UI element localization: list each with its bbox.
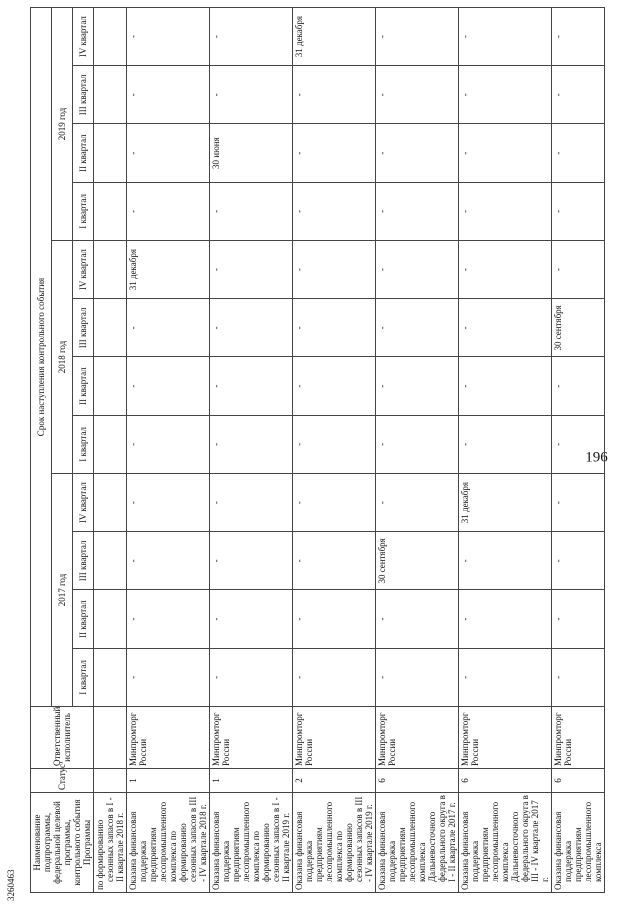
quarter-header: IV квартал xyxy=(73,8,94,66)
quarter-cell: - xyxy=(293,357,376,415)
event-name: по формированию сезонных запасов в I - II квартале 2018 г. xyxy=(94,793,127,893)
table-row xyxy=(459,8,552,893)
quarter-cell: - xyxy=(459,590,552,648)
year-header: 2018 год xyxy=(52,241,73,474)
quarter-cell: - xyxy=(210,182,293,240)
table-row xyxy=(94,8,127,893)
event-executor: Минпромторг России xyxy=(210,707,293,769)
quarter-cell: 30 сентября xyxy=(376,532,459,590)
quarter-cell: - xyxy=(459,241,552,299)
quarter-cell: - xyxy=(127,532,210,590)
quarter-cell xyxy=(94,66,127,124)
event-executor: Минпромторг России xyxy=(459,707,552,769)
quarter-cell: - xyxy=(459,124,552,182)
quarter-cell: - xyxy=(210,532,293,590)
event-name: Оказана финансовая поддержка предприятиям лесопромышленного комплекса по формированию сезонных запасов в I - II квартале 2019 г. xyxy=(210,793,293,893)
quarter-cell: - xyxy=(210,241,293,299)
quarter-cell: - xyxy=(293,241,376,299)
event-status: 6 xyxy=(376,769,459,793)
quarter-cell xyxy=(94,648,127,706)
quarter-cell: - xyxy=(210,474,293,532)
event-executor: Минпромторг России xyxy=(293,707,376,769)
quarter-cell: - xyxy=(552,182,605,240)
quarter-header: IV квартал xyxy=(73,474,94,532)
quarter-cell xyxy=(94,182,127,240)
quarter-cell: - xyxy=(552,66,605,124)
event-executor: Минпромторг России xyxy=(376,707,459,769)
event-status: 1 xyxy=(127,769,210,793)
table-row xyxy=(293,8,376,893)
quarter-cell: - xyxy=(552,648,605,706)
quarter-cell: - xyxy=(293,648,376,706)
quarter-cell xyxy=(94,124,127,182)
quarter-cell: - xyxy=(210,590,293,648)
quarter-cell: - xyxy=(552,532,605,590)
quarter-cell: - xyxy=(552,8,605,66)
table-row xyxy=(127,8,210,893)
quarter-cell: - xyxy=(376,299,459,357)
event-executor: Минпромторг России xyxy=(552,707,605,769)
header-name: Наименование подпрограммы, федеральной целевой программы, контрольного события Программы xyxy=(31,793,94,893)
quarter-cell: - xyxy=(210,357,293,415)
quarter-cell: - xyxy=(127,357,210,415)
event-status: 2 xyxy=(293,769,376,793)
quarter-cell: - xyxy=(293,590,376,648)
quarter-cell: - xyxy=(210,415,293,473)
event-status: 1 xyxy=(210,769,293,793)
quarter-cell xyxy=(94,241,127,299)
quarter-cell: - xyxy=(459,415,552,473)
doc-id: 3260463 xyxy=(6,869,16,901)
quarter-cell: - xyxy=(127,66,210,124)
quarter-cell: - xyxy=(293,124,376,182)
quarter-header: III квартал xyxy=(73,299,94,357)
quarter-cell: - xyxy=(127,415,210,473)
quarter-cell: - xyxy=(459,8,552,66)
quarter-cell xyxy=(94,299,127,357)
quarter-cell xyxy=(94,415,127,473)
quarter-cell: - xyxy=(552,124,605,182)
event-name: Оказана финансовая поддержка предприятиям лесопромышленного комплекса xyxy=(552,793,605,893)
quarter-cell: - xyxy=(127,299,210,357)
quarter-cell: - xyxy=(459,532,552,590)
event-name: Оказана финансовая поддержка предприятиям лесопромышленного комплекса Дальневосточного федерального округа в I - II квартале 2017 г. xyxy=(376,793,459,893)
control-events-table xyxy=(30,7,605,893)
table-body xyxy=(94,8,605,893)
quarter-cell: - xyxy=(293,66,376,124)
quarter-cell: - xyxy=(459,66,552,124)
quarter-cell: - xyxy=(459,299,552,357)
event-executor: Минпромторг России xyxy=(127,707,210,769)
quarter-cell: - xyxy=(552,590,605,648)
quarter-cell: - xyxy=(127,590,210,648)
quarter-cell: - xyxy=(127,182,210,240)
quarter-cell: - xyxy=(376,415,459,473)
quarter-cell: - xyxy=(293,182,376,240)
quarter-header: II квартал xyxy=(73,357,94,415)
quarter-cell: - xyxy=(210,299,293,357)
quarter-cell: - xyxy=(376,357,459,415)
event-name: Оказана финансовая поддержка предприятиям лесопромышленного комплекса по формированию сезонных запасов в III - IV квартале 2018 г. xyxy=(127,793,210,893)
year-header: 2017 год xyxy=(52,474,73,707)
table-row xyxy=(210,8,293,893)
event-status: 6 xyxy=(459,769,552,793)
page-number: 196 xyxy=(585,449,608,466)
quarter-cell: - xyxy=(552,357,605,415)
quarter-header: II квартал xyxy=(73,124,94,182)
quarter-cell: - xyxy=(376,66,459,124)
year-header: 2019 год xyxy=(52,8,73,241)
event-name: Оказана финансовая поддержка предприятиям лесопромышленного комплекса по формированию сезонных запасов в III - IV квартале 2019 г. xyxy=(293,793,376,893)
quarter-cell: 30 июня xyxy=(210,124,293,182)
quarter-cell: - xyxy=(552,415,605,473)
table-row xyxy=(552,8,605,893)
quarter-cell xyxy=(94,8,127,66)
quarter-cell: - xyxy=(459,357,552,415)
header-term: Срок наступления контрольного события xyxy=(31,8,52,707)
quarter-cell: 31 декабря xyxy=(459,474,552,532)
quarter-cell: 31 декабря xyxy=(127,241,210,299)
quarter-cell: - xyxy=(459,182,552,240)
quarter-cell xyxy=(94,532,127,590)
event-status xyxy=(94,769,127,793)
quarter-cell: - xyxy=(210,648,293,706)
quarter-cell: 31 декабря xyxy=(293,8,376,66)
quarter-header: I квартал xyxy=(73,648,94,706)
quarter-header: II квартал xyxy=(73,590,94,648)
quarter-cell: - xyxy=(552,474,605,532)
quarter-cell: - xyxy=(376,241,459,299)
event-name: Оказана финансовая поддержка предприятиям лесопромышленного комплекса Дальневосточного федерального округа в III - IV квартале 2017 г. xyxy=(459,793,552,893)
quarter-header: IV квартал xyxy=(73,241,94,299)
quarter-cell: - xyxy=(376,124,459,182)
quarter-cell: - xyxy=(127,474,210,532)
quarter-header: I квартал xyxy=(73,415,94,473)
quarter-cell: - xyxy=(293,299,376,357)
quarter-cell: - xyxy=(210,8,293,66)
quarter-cell: - xyxy=(376,590,459,648)
quarter-cell xyxy=(94,590,127,648)
quarter-cell: - xyxy=(376,8,459,66)
quarter-cell: - xyxy=(376,474,459,532)
quarter-cell: - xyxy=(552,241,605,299)
quarter-cell: - xyxy=(293,474,376,532)
quarter-cell: - xyxy=(376,648,459,706)
header-executor: Ответственный исполнитель xyxy=(31,707,94,769)
quarter-cell: - xyxy=(210,66,293,124)
quarter-cell: - xyxy=(127,124,210,182)
quarter-header: I квартал xyxy=(73,182,94,240)
quarter-cell: - xyxy=(127,8,210,66)
quarter-header: III квартал xyxy=(73,532,94,590)
quarter-cell: 30 сентября xyxy=(552,299,605,357)
quarter-cell: - xyxy=(293,532,376,590)
event-executor xyxy=(94,707,127,769)
quarter-cell: - xyxy=(459,648,552,706)
quarter-cell: - xyxy=(127,648,210,706)
quarter-cell: - xyxy=(293,415,376,473)
quarter-cell xyxy=(94,474,127,532)
quarter-cell: - xyxy=(376,182,459,240)
event-status: 6 xyxy=(552,769,605,793)
quarter-cell xyxy=(94,357,127,415)
header-status: Статус¹ xyxy=(31,769,94,793)
table-row xyxy=(376,8,459,893)
quarter-header: III квартал xyxy=(73,66,94,124)
